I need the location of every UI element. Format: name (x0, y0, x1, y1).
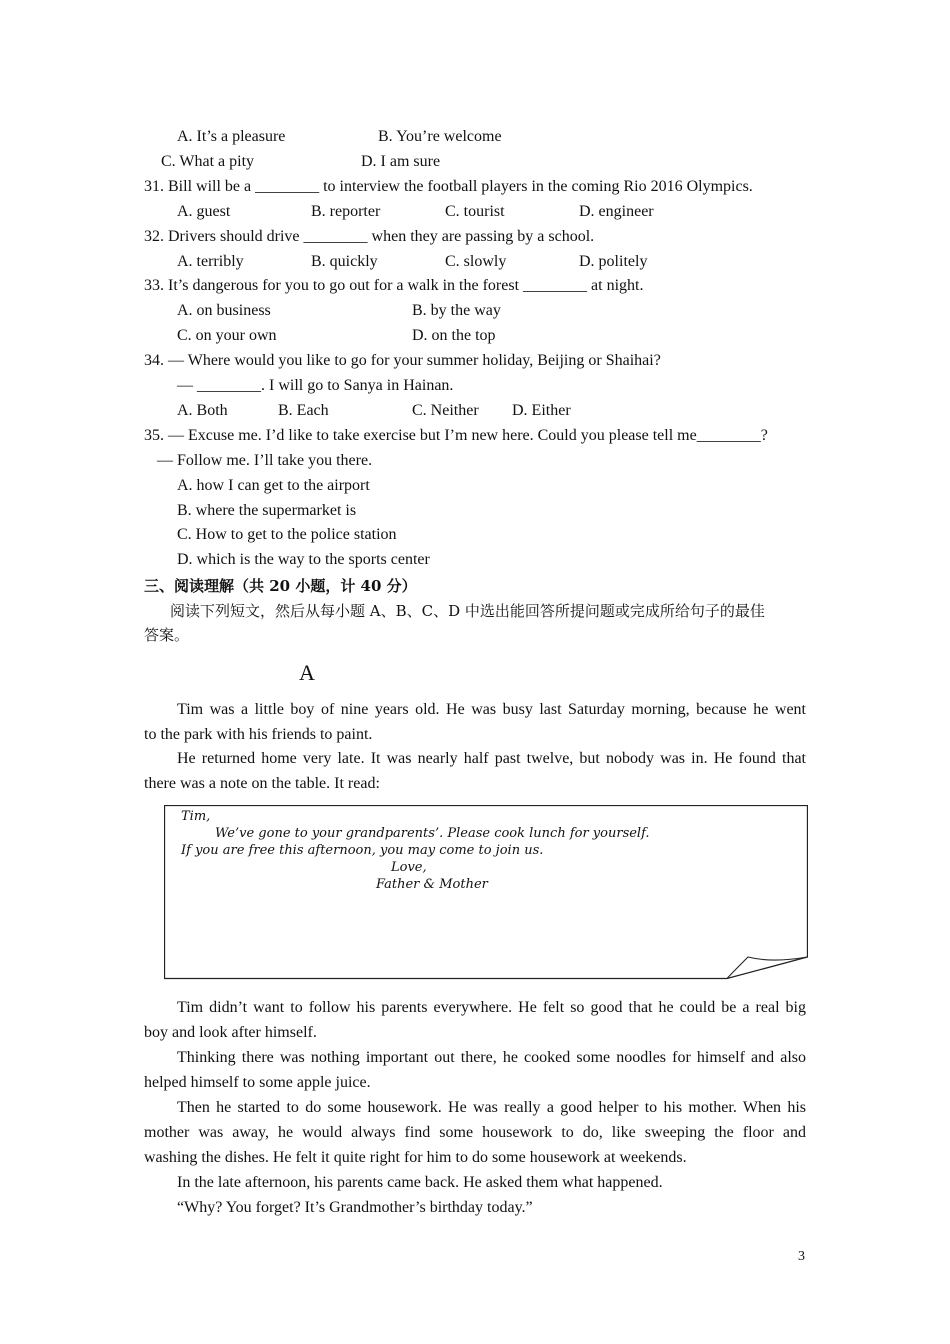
passage-paragraph-7: “Why? You forget? It’s Grandmother’s birthday today.” (177, 1199, 533, 1216)
q31-option-c: C. tourist (445, 203, 505, 220)
section-instructions-cont: 答案。 (144, 626, 190, 644)
passage-paragraph-2: He returned home very late. It was nearly half past twelve, but nobody was in. He found that (177, 750, 806, 767)
note-line-1: We’ve gone to your grandparents’. Please cook lunch for yourself. (215, 826, 650, 841)
q30-option-b: B. You’re welcome (378, 128, 502, 145)
passage-paragraph-1: Tim was a little boy of nine years old. He was busy last Saturday morning, because he went (177, 701, 806, 718)
q30-option-d: D. I am sure (361, 153, 441, 170)
section-instructions: 阅读下列短文，然后从每小题 A、B、C、D 中选出能回答所提问题或完成所给句子的最佳 (170, 602, 765, 620)
passage-paragraph-4-cont: helped himself to some apple juice. (144, 1074, 371, 1091)
passage-paragraph-3-cont: boy and look after himself. (144, 1024, 317, 1041)
passage-paragraph-1-cont: to the park with his friends to paint. (144, 726, 373, 743)
q34-option-b: B. Each (278, 402, 329, 419)
page-number: 3 (798, 1249, 805, 1264)
q32-option-a: A. terribly (177, 253, 244, 270)
q33-stem: 33. It’s dangerous for you to go out for a walk in the forest ________ at night. (144, 277, 644, 294)
q33-option-a: A. on business (177, 302, 271, 319)
passage-paragraph-5-cont: mother was away, he would always find some housework to do, like sweeping the floor and (144, 1124, 806, 1141)
q33-option-c: C. on your own (177, 327, 277, 344)
passage-paragraph-3: Tim didn’t want to follow his parents everywhere. He felt so good that he could be a real big (177, 999, 806, 1016)
note-salutation: Tim, (181, 809, 211, 824)
passage-paragraph-5: Then he started to do some housework. He was really a good helper to his mother. When his (177, 1099, 806, 1116)
passage-paragraph-4: Thinking there was nothing important out there, he cooked some noodles for himself and also (177, 1049, 806, 1066)
q35-option-d: D. which is the way to the sports center (177, 551, 430, 568)
q33-option-d: D. on the top (412, 327, 496, 344)
q35-option-a: A. how I can get to the airport (177, 477, 370, 494)
section-heading: 三、阅读理解（共 20 小题，计 40 分） (144, 577, 417, 595)
passage-paragraph-6: In the late afternoon, his parents came back. He asked them what happened. (177, 1174, 663, 1191)
note-line-2: If you are free this afternoon, you may come to join us. (181, 843, 544, 858)
q32-option-c: C. slowly (445, 253, 507, 270)
q31-option-b: B. reporter (311, 203, 381, 220)
passage-paragraph-2-cont: there was a note on the table. It read: (144, 775, 380, 792)
passage-paragraph-5-end: washing the dishes. He felt it quite right for him to do some housework at weekends. (144, 1149, 687, 1166)
q31-option-d: D. engineer (579, 203, 654, 220)
q35-option-b: B. where the supermarket is (177, 502, 357, 519)
q34-stem: 34. — Where would you like to go for your summer holiday, Beijing or Shaihai? (144, 352, 661, 369)
q34-option-a: A. Both (177, 402, 228, 419)
q30-option-c: C. What a pity (161, 153, 255, 170)
passage-letter: A (299, 660, 315, 685)
q33-option-b: B. by the way (412, 302, 501, 319)
q32-option-b: B. quickly (311, 253, 378, 270)
q34-option-d: D. Either (512, 402, 571, 419)
q34-reply: — ________. I will go to Sanya in Hainan. (177, 377, 454, 394)
note-card (164, 805, 808, 980)
q34-option-c: C. Neither (412, 402, 479, 419)
note-signature: Father & Mother (376, 877, 488, 892)
q35-reply: — Follow me. I’ll take you there. (157, 452, 373, 469)
q32-option-d: D. politely (579, 253, 648, 270)
q35-stem: 35. — Excuse me. I’d like to take exercise but I’m new here. Could you please tell me________? (144, 427, 768, 444)
q31-option-a: A. guest (177, 203, 231, 220)
note-closing: Love, (391, 860, 427, 875)
q35-option-c: C. How to get to the police station (177, 526, 397, 543)
q30-option-a: A. It’s a pleasure (177, 128, 286, 145)
q31-stem: 31. Bill will be a ________ to interview the football players in the coming Rio 2016 Olympics. (144, 178, 753, 195)
q32-stem: 32. Drivers should drive ________ when they are passing by a school. (144, 228, 595, 245)
